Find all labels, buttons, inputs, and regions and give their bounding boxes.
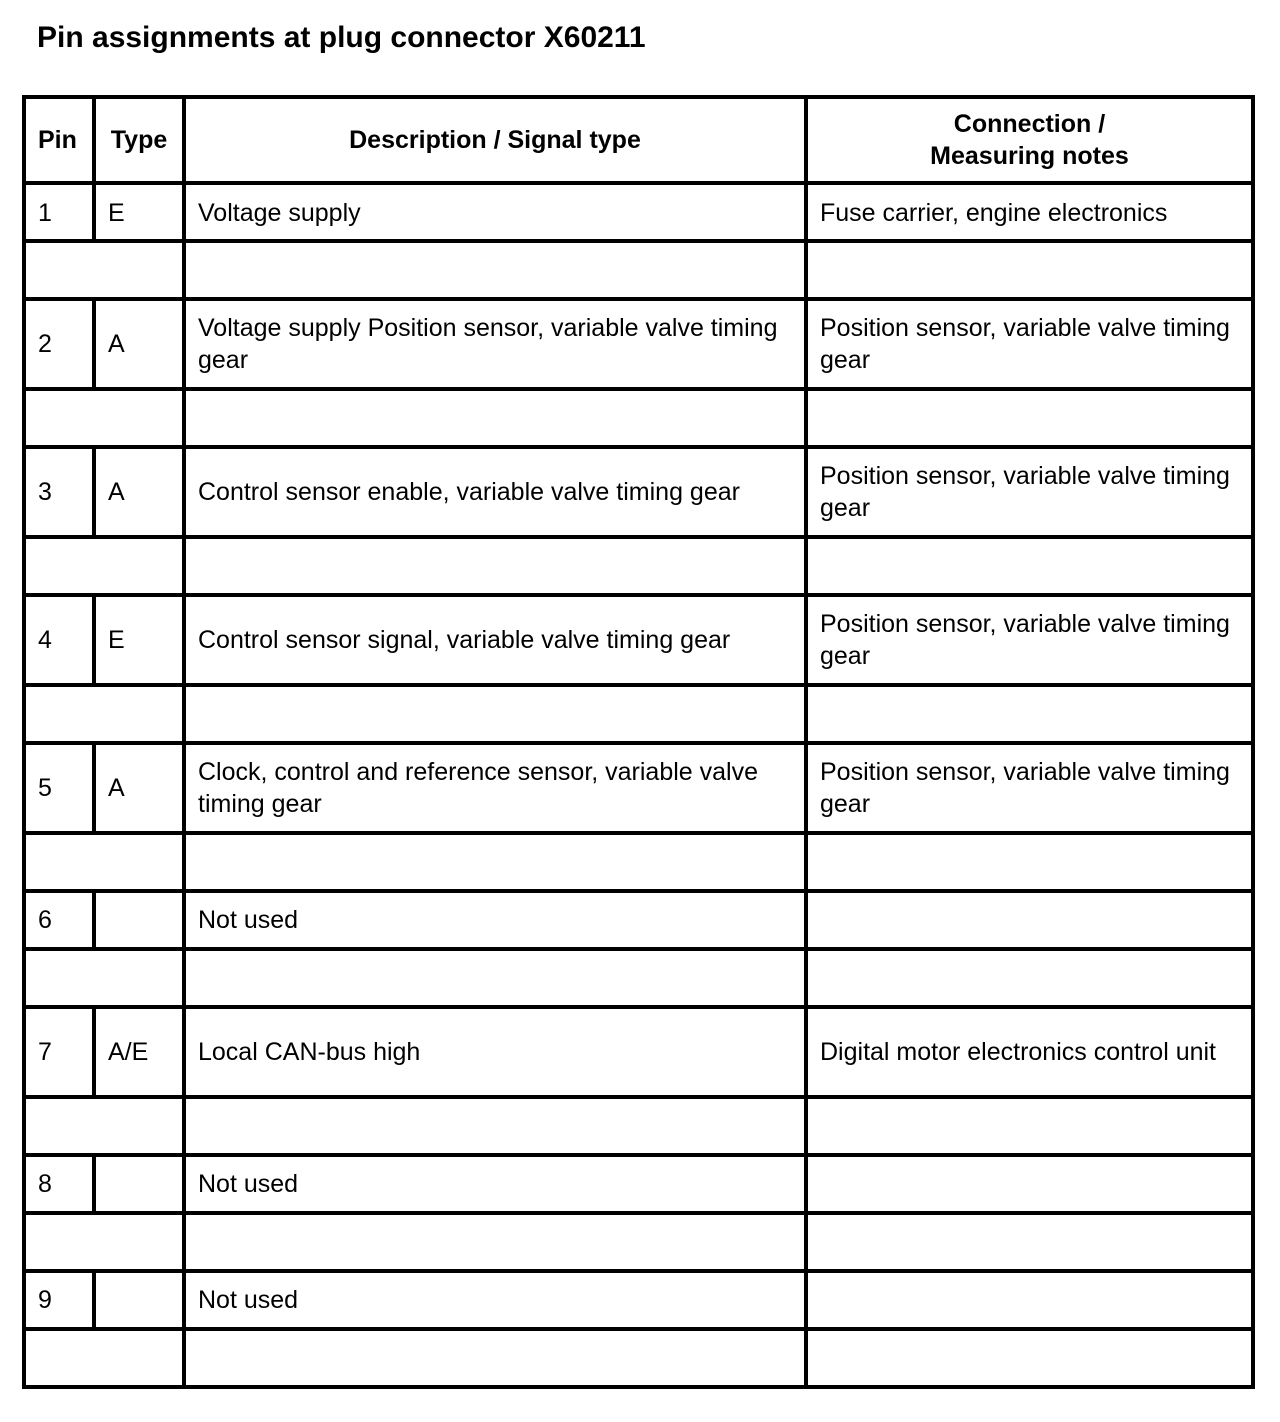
description-cell: Control sensor enable, variable valve timing gear bbox=[184, 447, 806, 537]
description-cell: Control sensor signal, variable valve timing gear bbox=[184, 595, 806, 685]
description-cell: Voltage supply bbox=[184, 183, 806, 241]
table-row bbox=[24, 595, 1253, 685]
pin-cell: 7 bbox=[24, 1007, 94, 1097]
description-cell: Clock, control and reference sensor, variable valve timing gear bbox=[184, 743, 806, 833]
table-header-row bbox=[24, 97, 1253, 183]
column-header-pin: Pin bbox=[24, 97, 94, 183]
column-header-connection bbox=[806, 97, 1253, 183]
pin-cell: 1 bbox=[24, 183, 94, 241]
connection-cell: Position sensor, variable valve timing gear bbox=[806, 299, 1253, 389]
spacer-row bbox=[24, 537, 1253, 595]
connection-cell bbox=[806, 891, 1253, 949]
description-cell: Voltage supply Position sensor, variable valve timing gear bbox=[184, 299, 806, 389]
connection-cell: Digital motor electronics control unit bbox=[806, 1007, 1253, 1097]
table-row bbox=[24, 1007, 1253, 1097]
table-row bbox=[24, 299, 1253, 389]
description-cell: Not used bbox=[184, 1155, 806, 1213]
column-header-connection-line1: Connection / bbox=[953, 110, 1106, 138]
connection-cell: Position sensor, variable valve timing gear bbox=[806, 595, 1253, 685]
spacer-row bbox=[24, 949, 1253, 1007]
description-cell: Local CAN-bus high bbox=[184, 1007, 806, 1097]
table-row bbox=[24, 447, 1253, 537]
page-title: Pin assignments at plug connector X60211 bbox=[37, 21, 646, 54]
connection-cell: Position sensor, variable valve timing gear bbox=[806, 743, 1253, 833]
connection-cell: Fuse carrier, engine electronics bbox=[806, 183, 1253, 241]
spacer-row bbox=[24, 241, 1253, 299]
description-cell: Not used bbox=[184, 891, 806, 949]
column-header-description: Description / Signal type bbox=[184, 97, 806, 183]
type-cell: E bbox=[94, 595, 184, 685]
spacer-row bbox=[24, 833, 1253, 891]
type-cell bbox=[94, 1271, 184, 1329]
pin-assignment-table bbox=[22, 95, 1255, 1389]
spacer-row bbox=[24, 685, 1253, 743]
column-header-connection-line2: Measuring notes bbox=[930, 142, 1129, 170]
description-cell: Not used bbox=[184, 1271, 806, 1329]
table-row bbox=[24, 891, 1253, 949]
pin-cell: 2 bbox=[24, 299, 94, 389]
type-cell: A bbox=[94, 743, 184, 833]
pin-cell: 3 bbox=[24, 447, 94, 537]
table-row bbox=[24, 1155, 1253, 1213]
type-cell bbox=[94, 1155, 184, 1213]
spacer-row bbox=[24, 1329, 1253, 1387]
connection-cell: Position sensor, variable valve timing gear bbox=[806, 447, 1253, 537]
pin-cell: 9 bbox=[24, 1271, 94, 1329]
table-row bbox=[24, 743, 1253, 833]
spacer-row bbox=[24, 1213, 1253, 1271]
spacer-row bbox=[24, 1097, 1253, 1155]
connection-cell bbox=[806, 1155, 1253, 1213]
pin-cell: 8 bbox=[24, 1155, 94, 1213]
connection-cell bbox=[806, 1271, 1253, 1329]
type-cell: A bbox=[94, 299, 184, 389]
table-row bbox=[24, 1271, 1253, 1329]
table-row bbox=[24, 183, 1253, 241]
pin-cell: 6 bbox=[24, 891, 94, 949]
column-header-type: Type bbox=[94, 97, 184, 183]
type-cell: A bbox=[94, 447, 184, 537]
pin-cell: 5 bbox=[24, 743, 94, 833]
type-cell: A/E bbox=[94, 1007, 184, 1097]
pin-cell: 4 bbox=[24, 595, 94, 685]
spacer-row bbox=[24, 389, 1253, 447]
type-cell: E bbox=[94, 183, 184, 241]
type-cell bbox=[94, 891, 184, 949]
